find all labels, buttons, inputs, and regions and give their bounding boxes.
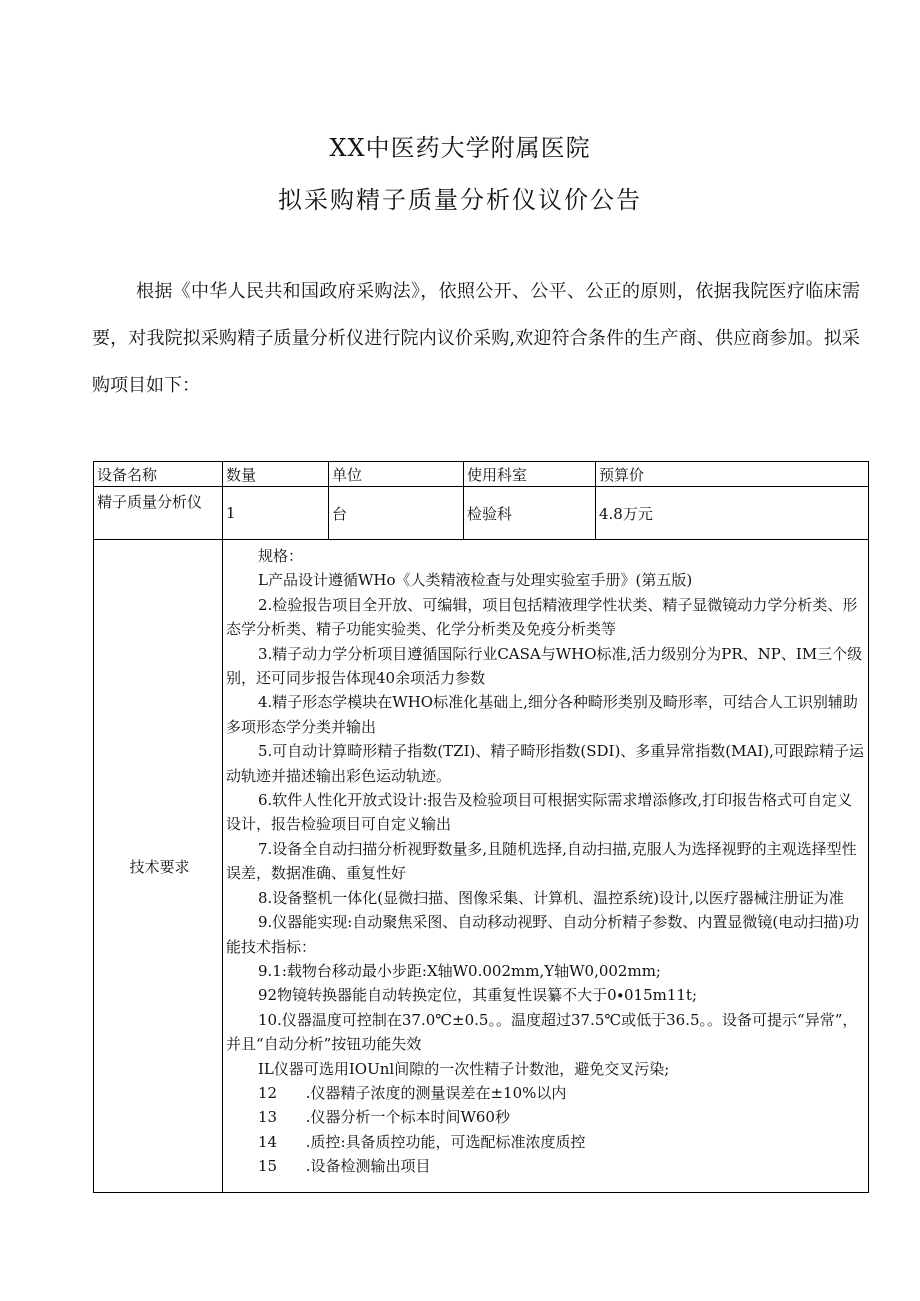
header-budget: 预算价 bbox=[596, 462, 869, 487]
tech-requirements-cell bbox=[223, 540, 869, 1193]
intro-paragraph: 根据《中华人民共和国政府采购法》，依照公开、公平、公正的原则，依据我院医疗临床需要，对我院拟采购精子质量分析仪进行院内议价采购,欢迎符合条件的生产商、供应商参加。拟采购项目如下： bbox=[92, 281, 860, 396]
header-device-name: 设备名称 bbox=[94, 462, 223, 487]
tech-line: 13 .仪器分析一个标本时间W60秒 bbox=[258, 1108, 510, 1127]
tech-line: IL仪器可选用IOUnl间隙的一次性精子计数池，避免交叉污染; bbox=[258, 1059, 670, 1078]
tech-line: 3.精子动力学分析项目遵循国际行业CASA与WHO标准,活力级别分为PR、NP、IM三个级别，还可同步报告体现40余项活力参数 bbox=[226, 644, 863, 688]
cell-quantity: 1 bbox=[223, 487, 329, 540]
tech-line: L产品设计遵循WHo《人类精液检查与处理实验室手册》(第五版) bbox=[258, 571, 693, 590]
tech-requirements-list bbox=[226, 544, 864, 1188]
cell-device-name: 精子质量分析仪 bbox=[94, 487, 223, 540]
cell-unit: 台 bbox=[329, 487, 464, 540]
tech-line: 5.可自动计算畸形精子指数(TZI)、精子畸形指数(SDI)、多重异常指数(MAI),可跟踪精子运动轨迹并描述输出彩色运动轨迹。 bbox=[226, 742, 864, 785]
tech-line: 2.检验报告项目全开放、可编辑，项目包括精液理学性状类、精子显微镜动力学分析类、形态学分析类、精子功能实验类、化学分析类及免疫分析类等 bbox=[226, 595, 858, 639]
tech-line: 规格： bbox=[258, 547, 304, 565]
tech-line: 92物镜转换器能自动转换定位，其重复性误纂不大于0∙015m11t; bbox=[258, 986, 698, 1005]
tech-line: 12 .仪器精子浓度的测量误差在±10%以内 bbox=[258, 1083, 567, 1102]
table-row bbox=[94, 487, 869, 540]
tech-line: 9.1:载物台移动最小步距:X轴W0.002mm,Y轴W0,002mm; bbox=[258, 961, 661, 980]
cell-budget: 4.8万元 bbox=[596, 487, 869, 540]
header-quantity: 数量 bbox=[223, 462, 329, 487]
tech-requirements-label: 技术要求 bbox=[94, 540, 223, 1193]
tech-line: 14 .质控:具备质控功能，可选配标准浓度质控 bbox=[258, 1132, 586, 1151]
tech-line: 4.精子形态学模块在WHO标准化基础上,细分各种畸形类别及畸形率，可结合人工识别辅助多项形态学分类并输出 bbox=[226, 693, 858, 736]
tech-line: 15 .设备检测输出项目 bbox=[258, 1157, 431, 1176]
notice-title: 拟采购精子质量分析仪议价公告 bbox=[278, 186, 642, 214]
tech-line: 10.仪器温度可控制在37.0℃±0.5。。温度超过37.5℃或低于36.5。。设备可提示“异常”，并且“自动分析”按钮功能失效 bbox=[226, 1010, 858, 1054]
tech-requirements-row bbox=[94, 540, 869, 1193]
cell-department: 检验科 bbox=[464, 487, 596, 540]
header-department: 使用科室 bbox=[464, 462, 596, 487]
tech-line: 9.仪器能实现:自动聚焦采图、自动移动视野、自动分析精子参数、内置显微镜(电动扫描)功能技术指标： bbox=[226, 913, 860, 956]
procurement-table bbox=[93, 461, 869, 1193]
header-unit: 单位 bbox=[329, 462, 464, 487]
tech-line: 8.设备整机一体化(显微扫描、图像采集、计算机、温控系统)设计,以医疗器械注册证为准 bbox=[258, 888, 844, 907]
tech-line: 7.设备全自动扫描分析视野数量多,且随机选择,自动扫描,克服人为选择视野的主观选择型性误差，数据准确、重复性好 bbox=[226, 839, 857, 883]
hospital-name: XX中医药大学附属医院 bbox=[329, 134, 591, 162]
table-header-row bbox=[94, 462, 869, 487]
tech-line: 6.软件人性化开放式设计:报告及检验项目可根据实际需求增添修改,打印报告格式可自定义设计，报告检验项目可自定义输出 bbox=[226, 791, 853, 834]
